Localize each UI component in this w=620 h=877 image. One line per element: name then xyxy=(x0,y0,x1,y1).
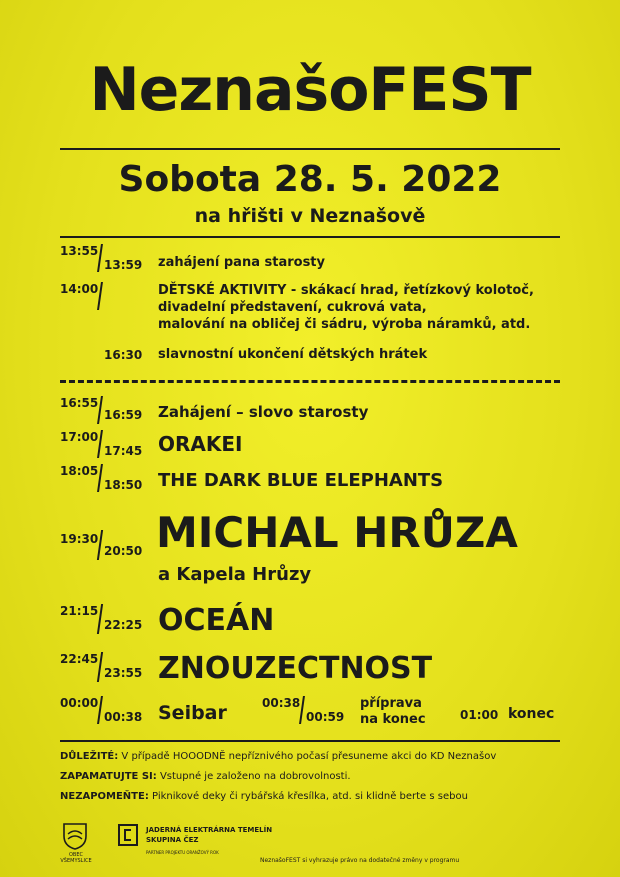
time-start: 13:55 xyxy=(60,244,99,258)
disclaimer: NeznašoFEST si vyhrazuje právo na dodatečné změny v programu xyxy=(260,857,460,864)
obec-label: OBEC VŠEMYSLICE xyxy=(60,852,92,864)
notes-divider xyxy=(60,740,560,742)
time-end: 13:59 xyxy=(104,258,143,272)
note-dont-forget: NEZAPOMEŇTE: Piknikové deky či rybářská křesílka, atd. si klidně berte s sebou xyxy=(60,791,468,802)
band-name: THE DARK BLUE ELEPHANTS xyxy=(158,470,444,491)
program-item: Zahájení – slovo starosty xyxy=(158,403,369,421)
activity: zahájení pana starosty xyxy=(158,255,326,270)
headliner-name: MICHAL HRŮZA xyxy=(156,508,518,557)
activity: slavnostní ukončení dětských hrátek xyxy=(158,347,428,362)
sponsor-partner: PARTNER PROJEKTU ORANŽOVÝ ROK xyxy=(146,850,219,855)
time-end: 16:30 xyxy=(104,348,143,362)
section-dashed-divider xyxy=(60,380,560,383)
note-remember: ZAPAMATUJTE SI: Vstupné je založeno na dobrovolnosti. xyxy=(60,771,351,782)
sponsor-name: JADERNÁ ELEKTRÁRNA TEMELÍN xyxy=(146,826,273,834)
activity-line2: divadelní představení, cukrová vata, xyxy=(158,300,427,315)
obec-crest-icon xyxy=(62,822,88,850)
band-name: Seibar xyxy=(158,702,227,724)
title-divider xyxy=(60,148,560,150)
sponsor-group: SKUPINA ČEZ xyxy=(146,836,199,844)
cez-logo-icon xyxy=(118,824,138,846)
band-name: ZNOUZECTNOST xyxy=(158,651,433,686)
venue-divider xyxy=(60,236,560,238)
activity: DĚTSKÉ AKTIVITY - skákací hrad, řetízkový kolotoč, xyxy=(158,283,534,298)
time-start: 14:00 xyxy=(60,282,99,296)
band-name: ORAKEI xyxy=(158,432,243,456)
band-name: OCEÁN xyxy=(158,603,275,638)
festival-title: NeznašoFEST xyxy=(89,55,531,125)
headliner-sub: a Kapela Hrůzy xyxy=(158,564,312,585)
event-date: Sobota 28. 5. 2022 xyxy=(118,159,502,200)
activity-line3: malování na obličej či sádru, výroba náramků, atd. xyxy=(158,317,531,332)
late-row: 00:00 00:38 Seibar 00:38 00:59 příprava na konec 01:00 konec xyxy=(60,696,555,727)
note-important: DŮLEŽITÉ: V případě HOOODNĚ nepříznivého počasí přesuneme akci do KD Neznašov xyxy=(60,751,497,762)
event-venue: na hřišti v Neznašově xyxy=(194,205,426,227)
